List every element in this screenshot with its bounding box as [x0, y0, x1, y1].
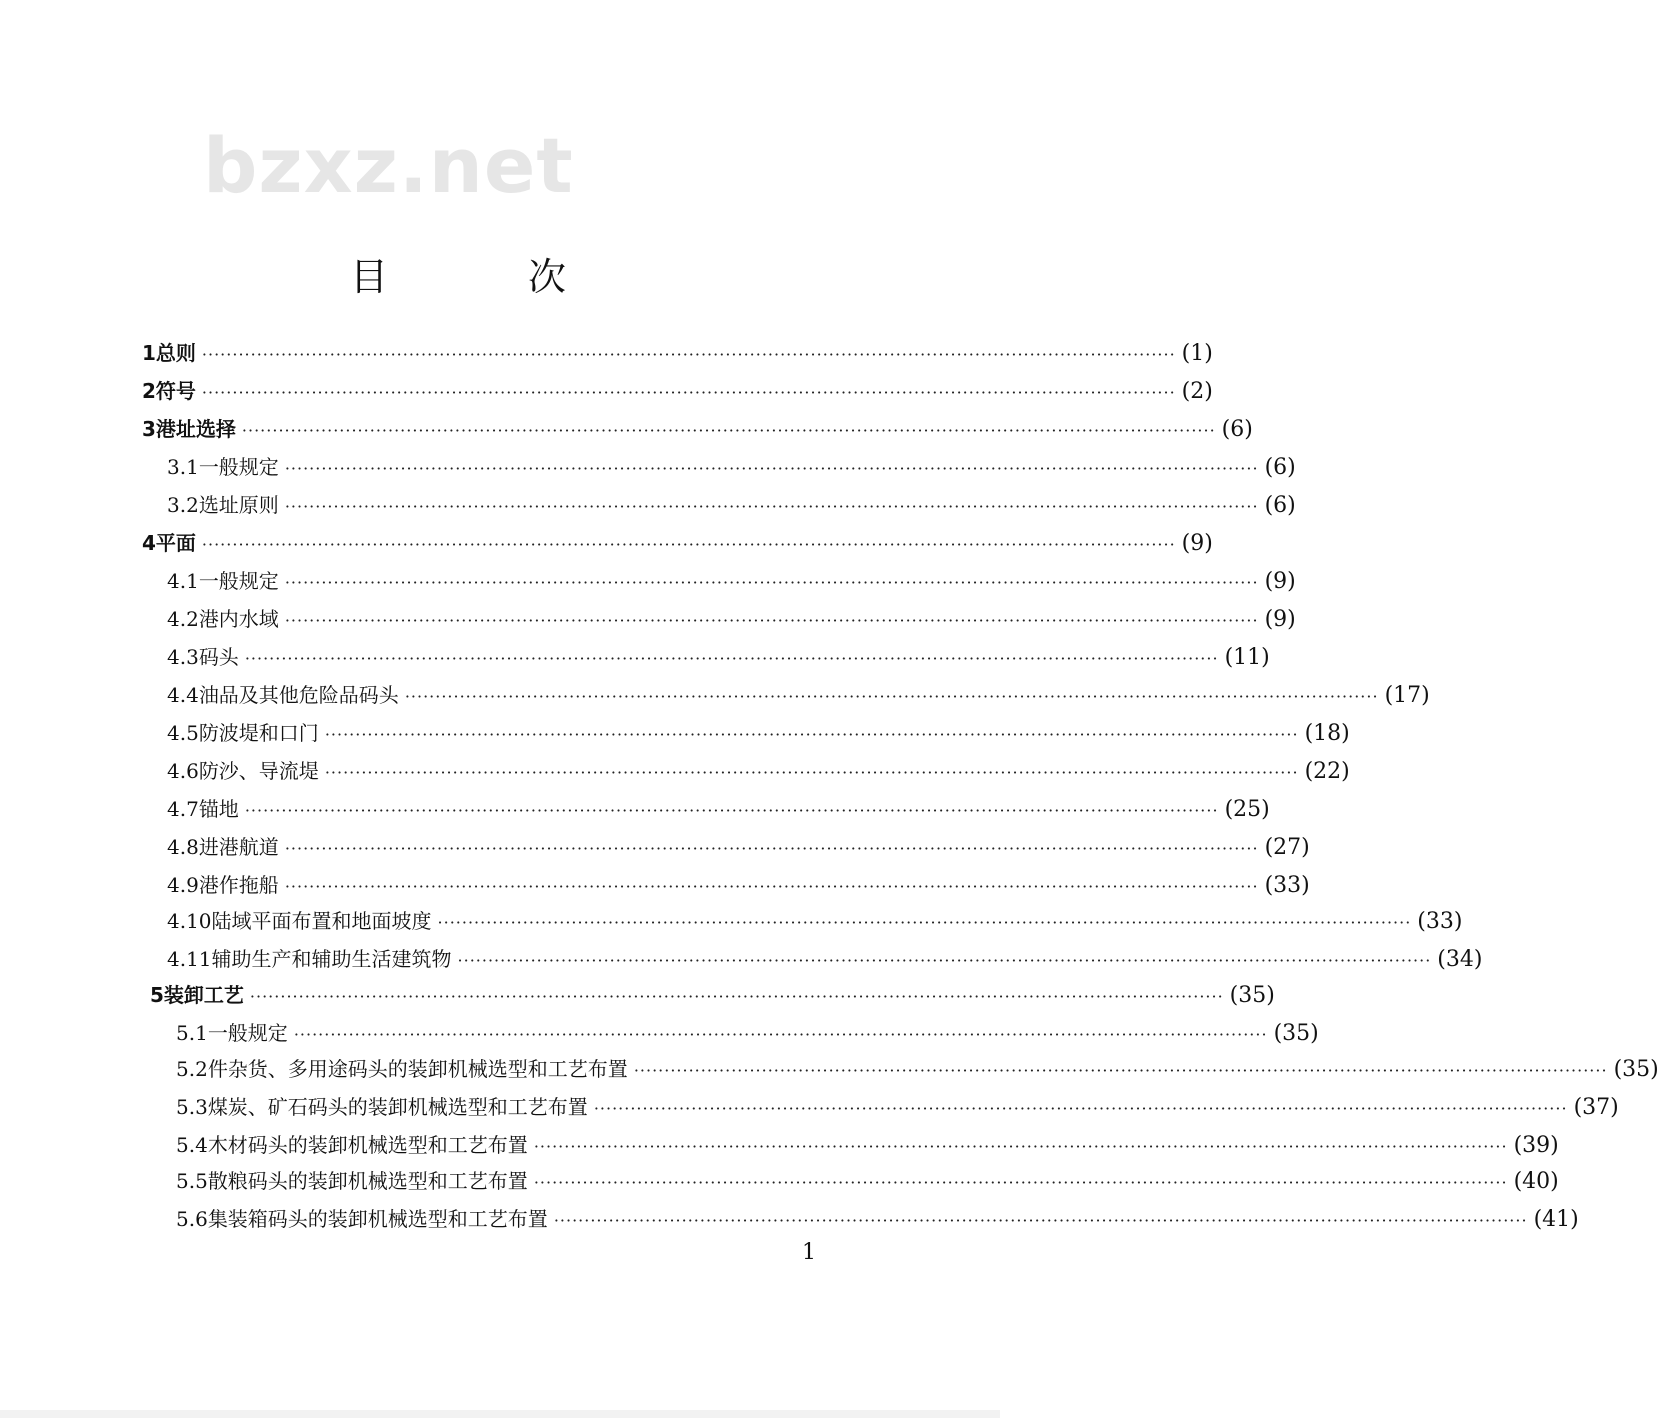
toc-entry-number: 5.6 [176, 1207, 208, 1231]
toc-entry-label: 件杂货、多用途码头的装卸机械选型和工艺布置 [207, 1057, 628, 1081]
toc-entry [176, 1018, 1319, 1048]
toc-entry-number: 4.8 [167, 835, 199, 859]
toc-entry-number: 5 [150, 983, 164, 1007]
toc-entry [176, 1092, 1619, 1122]
toc-entry-number: 4.5 [167, 721, 199, 745]
toc-entry-label: 防波堤和口门 [198, 721, 319, 745]
toc-entry-number: 3.1 [167, 455, 199, 479]
dot-leader: ································································································································································ [284, 611, 1259, 630]
toc-entry-label: 油品及其他危险品码头 [198, 683, 399, 707]
toc-entry-label: 煤炭、矿石码头的装卸机械选型和工艺布置 [207, 1095, 588, 1119]
toc-entry-page: (33) [1264, 873, 1310, 898]
toc-entry-label: 一般规定 [207, 1021, 288, 1045]
toc-entry-label: 港址选择 [155, 417, 236, 441]
toc-entry-label: 码头 [198, 645, 239, 669]
toc-entry [142, 414, 1253, 444]
toc-entry-label: 进港航道 [198, 835, 279, 859]
toc-entry-label: 木材码头的装卸机械选型和工艺布置 [207, 1133, 528, 1157]
toc-entry-number: 4.2 [167, 607, 199, 631]
toc-entry-page: (11) [1224, 645, 1270, 670]
toc-entry [167, 490, 1296, 520]
toc-entry-number: 5.4 [176, 1133, 208, 1157]
toc-entry-label: 港内水域 [198, 607, 279, 631]
toc-entry-number: 3 [142, 417, 156, 441]
toc-entry-number: 5.3 [176, 1095, 208, 1119]
dot-leader: ································································································································································ [249, 987, 1224, 1006]
toc-entry-page: (18) [1304, 721, 1350, 746]
toc-entry-page: (35) [1229, 983, 1275, 1008]
toc-entry-number: 5.2 [176, 1057, 208, 1081]
toc-entry-page: (40) [1513, 1169, 1559, 1194]
toc-entry-page: (35) [1273, 1021, 1319, 1046]
toc-entry-page: (37) [1573, 1095, 1619, 1120]
toc-entry-label: 辅助生产和辅助生活建筑物 [211, 947, 452, 971]
toc-entry-page: (6) [1264, 455, 1296, 480]
toc-entry-label: 平面 [155, 531, 196, 555]
toc-entry-label: 总则 [155, 341, 196, 365]
toc-entry [167, 944, 1483, 974]
toc-entry-number: 4.10 [167, 909, 212, 933]
dot-leader: ································································································································································ [324, 763, 1299, 782]
toc-entry-label: 散粮码头的装卸机械选型和工艺布置 [207, 1169, 528, 1193]
toc-entry-number: 1 [142, 341, 156, 365]
toc-entry [142, 338, 1213, 368]
toc-entry-label: 集装箱码头的装卸机械选型和工艺布置 [207, 1207, 548, 1231]
toc-entry-number: 2 [142, 379, 156, 403]
toc-entry-number: 3.2 [167, 493, 199, 517]
toc-entry-page: (9) [1264, 569, 1296, 594]
page-number: 1 [802, 1240, 816, 1265]
toc-entry-page: (2) [1181, 379, 1213, 404]
toc-entry [167, 870, 1310, 900]
toc-entry-page: (9) [1264, 607, 1296, 632]
toc-entry [167, 680, 1430, 710]
dot-leader: ································································································································································ [633, 1061, 1608, 1080]
toc-entry [176, 1130, 1559, 1160]
toc-entry-label: 装卸工艺 [163, 983, 244, 1007]
dot-leader: ································································································································································ [284, 877, 1259, 896]
toc-entry-page: (1) [1181, 341, 1213, 366]
toc-entry-label: 符号 [155, 379, 196, 403]
toc-entry-page: (17) [1384, 683, 1430, 708]
dot-leader: ································································································································································ [553, 1211, 1528, 1230]
toc-entry [167, 906, 1463, 936]
toc-entry-page: (9) [1181, 531, 1213, 556]
toc-entry-page: (27) [1264, 835, 1310, 860]
page-bottom-edge [0, 1410, 1000, 1418]
dot-leader: ································································································································································ [593, 1099, 1568, 1118]
toc-entry [167, 604, 1296, 634]
toc-entry [167, 566, 1296, 596]
toc-entry-number: 4.11 [167, 947, 212, 971]
toc-entry-number: 4.3 [167, 645, 199, 669]
dot-leader: ································································································································································ [284, 573, 1259, 592]
dot-leader: ································································································································································ [437, 913, 1412, 932]
dot-leader: ································································································································································ [284, 459, 1259, 478]
watermark-text: bzxz.net [203, 121, 574, 210]
toc-entry-number: 4.9 [167, 873, 199, 897]
toc-entry-label: 陆域平面布置和地面坡度 [211, 909, 432, 933]
toc-entry [150, 980, 1275, 1010]
toc-entry [167, 718, 1350, 748]
dot-leader: ································································································································································ [533, 1137, 1508, 1156]
toc-entry-number: 4.1 [167, 569, 199, 593]
toc-entry-page: (41) [1533, 1207, 1579, 1232]
toc-entry-page: (25) [1224, 797, 1270, 822]
toc-entry [167, 642, 1270, 672]
toc-entry [167, 756, 1350, 786]
toc-entry-number: 4.4 [167, 683, 199, 707]
toc-entry-label: 一般规定 [198, 569, 279, 593]
dot-leader: ································································································································································ [244, 801, 1219, 820]
dot-leader: ································································································································································ [241, 421, 1216, 440]
toc-entry [142, 528, 1213, 558]
toc-entry-label: 港作拖船 [198, 873, 279, 897]
toc-entry-page: (33) [1417, 909, 1463, 934]
dot-leader: ································································································································································ [533, 1173, 1508, 1192]
dot-leader: ································································································································································ [201, 383, 1176, 402]
toc-entry [176, 1166, 1559, 1196]
toc-entry-page: (22) [1304, 759, 1350, 784]
toc-entry-number: 5.5 [176, 1169, 208, 1193]
toc-entry-number: 5.1 [176, 1021, 208, 1045]
toc-entry-page: (39) [1513, 1133, 1559, 1158]
dot-leader: ································································································································································ [324, 725, 1299, 744]
dot-leader: ································································································································································ [284, 839, 1259, 858]
toc-entry [142, 376, 1213, 406]
dot-leader: ································································································································································ [284, 497, 1259, 516]
toc-entry-page: (6) [1264, 493, 1296, 518]
dot-leader: ································································································································································ [457, 951, 1432, 970]
toc-entry-number: 4.7 [167, 797, 199, 821]
dot-leader: ································································································································································ [201, 535, 1176, 554]
toc-entry-number: 4.6 [167, 759, 199, 783]
toc-entry-page: (34) [1437, 947, 1483, 972]
toc-entry-number: 4 [142, 531, 156, 555]
dot-leader: ································································································································································ [201, 345, 1176, 364]
toc-entry-page: (6) [1221, 417, 1253, 442]
toc-entry-label: 选址原则 [198, 493, 279, 517]
toc-entry-label: 锚地 [198, 797, 239, 821]
toc-entry-label: 防沙、导流堤 [198, 759, 319, 783]
toc-entry-page: (35) [1613, 1057, 1659, 1082]
page-title: 目 次 [349, 255, 631, 299]
toc-entry [167, 794, 1270, 824]
toc-entry [167, 832, 1310, 862]
dot-leader: ································································································································································ [404, 687, 1379, 706]
dot-leader: ································································································································································ [293, 1025, 1268, 1044]
dot-leader: ································································································································································ [244, 649, 1219, 668]
toc-entry [176, 1204, 1579, 1234]
toc-entry [167, 452, 1296, 482]
toc-entry-label: 一般规定 [198, 455, 279, 479]
toc-entry [176, 1054, 1659, 1084]
